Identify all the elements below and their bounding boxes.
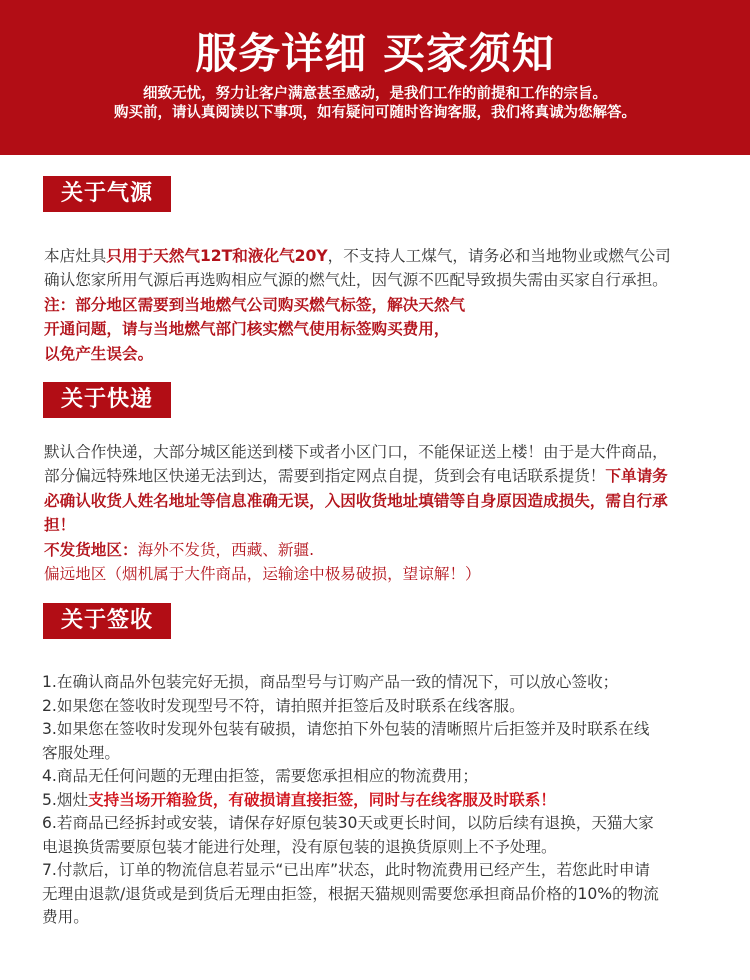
- section-label-gas-source: 关于气源: [43, 176, 171, 212]
- notice-line: 必确认收货人姓名地址等信息准确无误，入因收货地址填错等自身原因造成损失，需自行承: [44, 491, 668, 510]
- header-banner: [0, 0, 750, 155]
- highlight-gas-types: 只用于天然气12T和液化气20Y: [106, 247, 328, 265]
- text-span: 部分偏远特殊地区快递无法到达，需要到指定网点自提，货到会有电话联系提货！: [44, 467, 606, 486]
- section-label-signing: 关于签收: [43, 603, 171, 639]
- banner-subtitle-2: 购买前，请认真阅读以下事项，如有疑问可随时咨询客服，我们将真诚为您解答。: [114, 105, 636, 121]
- list-item: 2.如果您在签收时发现型号不符，请拍照并拒签后及时联系在线客服。: [42, 696, 525, 715]
- highlight-inspection-notice: 支持当场开箱验货，有破损请直接拒签，同时与在线客服及时联系！: [88, 790, 556, 809]
- banner-subtitle-1: 细致无忧，努力让客户满意甚至感动，是我们工作的前提和工作的宗旨。: [143, 86, 607, 102]
- list-item: 1.在确认商品外包装完好无损，商品型号与订购产品一致的情况下，可以放心签收；: [42, 673, 619, 691]
- text-line: [44, 464, 724, 488]
- notice-line: 开通问题，请与当地燃气部门核实燃气使用标签购买费用，: [44, 320, 450, 339]
- no-ship-regions: 海外不发货，西藏、新疆.: [137, 540, 315, 559]
- list-item-continued: 无理由退款/退货或是到货后无理由拒签，根据天猫规则需要您承担商品价格的10%的物流: [42, 884, 659, 903]
- gas-source-paragraph: [44, 244, 724, 366]
- list-item: 6.若商品已经拆封或安装，请保存好原包装30天或更长时间，以防后续有退换，天猫大家: [42, 814, 654, 832]
- text-span: 本店灶具: [44, 247, 107, 265]
- notice-line: 以免产生误会。: [44, 344, 154, 363]
- highlight-order-notice: 下单请务: [605, 467, 668, 486]
- text-line: [44, 244, 724, 268]
- notice-line: 担！: [44, 516, 76, 535]
- no-ship-region-line: [44, 538, 724, 562]
- list-item-continued: 电退换货需要原包装才能进行处理，没有原包装的退换货原则上不予处理。: [42, 837, 557, 856]
- remote-region-line: 偏远地区（烟机属于大件商品，运输途中极易破损，望谅解！）: [44, 564, 481, 583]
- delivery-paragraph: [44, 440, 724, 586]
- signing-list: [42, 671, 732, 930]
- list-item-continued: 费用。: [42, 908, 89, 926]
- list-item-continued: 客服处理。: [42, 743, 120, 762]
- page-title: 服务详细 买家须知: [195, 29, 555, 78]
- text-span: ，不支持人工煤气，请务必和当地物业或燃气公司: [327, 247, 671, 265]
- no-ship-label: 不发货地区：: [44, 540, 138, 559]
- notice-line: 注：部分地区需要到当地燃气公司购买燃气标签，解决天然气: [44, 295, 466, 314]
- section-label-delivery: 关于快递: [43, 382, 171, 418]
- text-line: 默认合作快递，大部分城区能送到楼下或者小区门口，不能保证送上楼！由于是大件商品，: [44, 443, 668, 461]
- list-item: 4.商品无任何问题的无理由拒签，需要您承担相应的物流费用；: [42, 767, 478, 785]
- list-item: [42, 789, 732, 813]
- text-span: 5.烟灶: [42, 790, 89, 809]
- list-item: 3.如果您在签收时发现外包装有破损，请您拍下外包装的清晰照片后拒签并及时联系在线: [42, 720, 650, 738]
- text-line: 确认您家所用气源后再选购相应气源的燃气灶，因气源不匹配导致损失需由买家自行承担。: [44, 271, 668, 290]
- list-item: 7.付款后，订单的物流信息若显示“已出库”状态，此时物流费用已经产生，若您此时申请: [42, 861, 651, 879]
